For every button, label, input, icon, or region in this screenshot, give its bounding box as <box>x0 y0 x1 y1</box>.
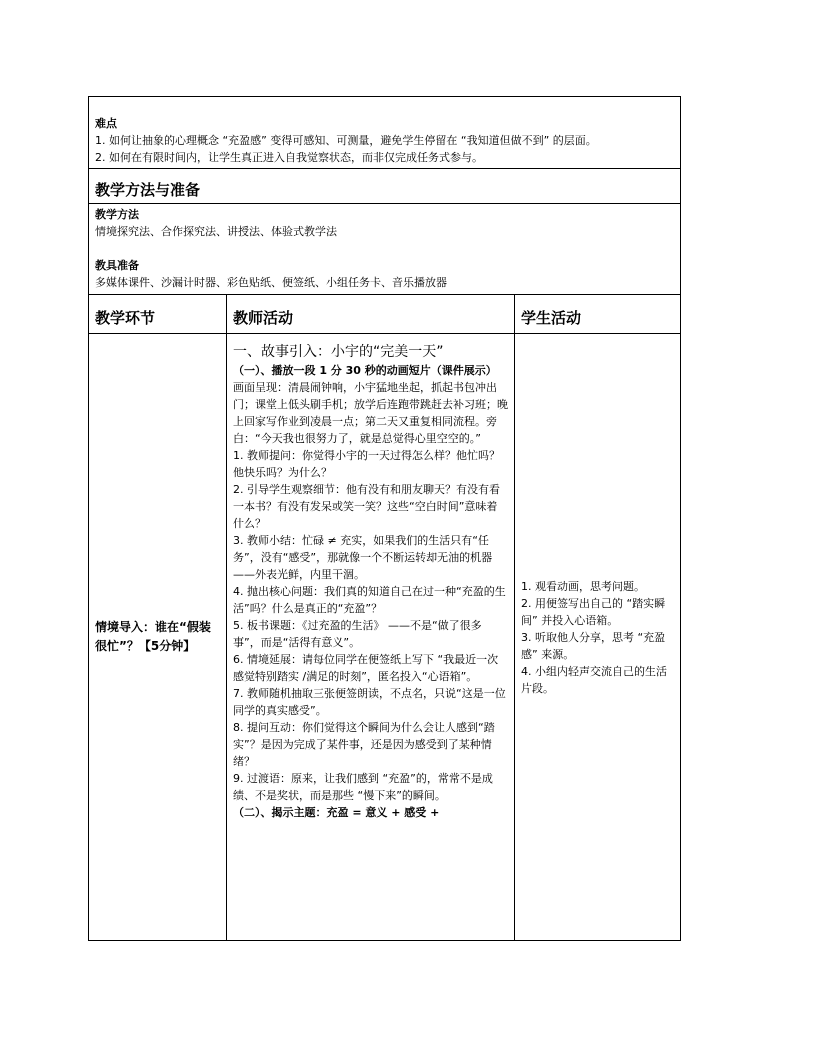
student-activity-cell <box>515 334 681 941</box>
lesson-row <box>89 334 681 941</box>
tools-text: 多媒体课件、沙漏计时器、彩色贴纸、便签纸、小组任务卡、音乐播放器 <box>95 276 447 289</box>
teacher-paragraph: 2. 引导学生观察细节：他有没有和朋友聊天？有没有看一本书？有没有发呆或笑一笑？这些“空白时间”意味着什么？ <box>233 483 500 530</box>
column-header-student <box>515 295 681 334</box>
teacher-paragraph: 8. 提问互动：你们觉得这个瞬间为什么会让人感到“踏实”？是因为完成了某件事，还是因为感受到了某种情绪？ <box>233 721 495 768</box>
difficulty-item-1: 1. 如何让抽象的心理概念 “充盈感” 变得可感知、可测量，避免学生停留在 “我知道但做不到” 的层面。 <box>95 134 597 147</box>
teacher-paragraph: 6. 情境延展：请每位同学在便签纸上写下 “我最近一次感觉特别踏实 /满足的时刻”，匿名投入“心语箱”。 <box>233 653 499 683</box>
column-header-stage-label: 教学环节 <box>95 309 156 327</box>
column-header-student-label: 学生活动 <box>521 309 582 327</box>
difficulty-row <box>89 97 681 169</box>
column-header-teacher <box>227 295 515 334</box>
student-activity-item: 2. 用便签写出自己的 “踏实瞬间” 并投入心语箱。 <box>521 596 666 627</box>
student-activity-item: 1. 观看动画，思考问题。 <box>521 579 645 593</box>
column-header-teacher-label: 教师活动 <box>233 309 294 327</box>
teacher-paragraph: 画面呈现：清晨闹钟响，小宇猛地坐起，抓起书包冲出门；课堂上低头刷手机；放学后连跑带跳赶去补习班；晚上回家写作业到凌晨一点；第二天又重复相同流程。旁白：“今天我也很努力了，就是总觉得心里空空的。” <box>233 381 508 445</box>
student-activity-item: 4. 小组内轻声交流自己的生活片段。 <box>521 664 667 695</box>
difficulty-item-2: 2. 如何在有限时间内，让学生真正进入自我觉察状态，而非仅完成任务式参与。 <box>95 151 483 164</box>
teacher-subheading-2: （二）、揭示主题：充盈 = 意义 + 感受 + <box>233 806 440 819</box>
spacer <box>95 240 674 257</box>
methods-section-heading: 教学方法与准备 <box>95 181 201 199</box>
method-text: 情境探究法、合作探究法、讲授法、体验式教学法 <box>95 225 337 238</box>
methods-heading-row <box>89 169 681 204</box>
tools-label: 教具准备 <box>95 259 139 272</box>
teacher-paragraph: 1. 教师提问：你觉得小宇的一天过得怎么样？他忙吗？他快乐吗？为什么？ <box>233 449 500 479</box>
difficulty-cell <box>89 97 681 169</box>
teacher-paragraph: 9. 过渡语：原来，让我们感到 “充盈”的，常常不是成绩、不是奖状，而是那些 “慢下来”的瞬间。 <box>233 772 493 802</box>
teacher-paragraph: 3. 教师小结：忙碌 ≠ 充实，如果我们的生活只有“任务”，没有“感受”，那就像一个不断运转却无油的机器 ——外表光鲜，内里干涸。 <box>233 534 493 581</box>
teacher-activity-cell <box>227 334 515 941</box>
story-title: 一、故事引入：小宇的“完美一天” <box>233 344 444 360</box>
stage-label: 情境导入：谁在“假装很忙”？【5分钟】 <box>95 620 211 653</box>
teacher-subheading-1: （一）、播放一段 1 分 30 秒的动画短片（课件展示） <box>233 364 497 377</box>
student-activity-item: 3. 听取他人分享，思考 “充盈感” 来源。 <box>521 630 666 661</box>
teacher-paragraph: 5. 板书课题：《过充盈的生活》 ——不是“做了很多事”，而是“活得有意义”。 <box>233 619 482 649</box>
methods-heading-cell <box>89 169 681 204</box>
teacher-paragraph: 7. 教师随机抽取三张便签朗读，不点名，只说“这是一位同学的真实感受”。 <box>233 687 506 717</box>
column-header-stage <box>89 295 227 334</box>
stage-cell <box>89 334 227 941</box>
column-header-row <box>89 295 681 334</box>
methods-body-cell <box>89 204 681 295</box>
lesson-plan-table <box>88 96 681 941</box>
teacher-paragraph: 4. 抛出核心问题：我们真的知道自己在过一种“充盈的生活”吗？什么是真正的“充盈”？ <box>233 585 506 615</box>
method-label: 教学方法 <box>95 208 139 221</box>
methods-body-row <box>89 204 681 295</box>
difficulty-heading: 难点 <box>95 117 117 130</box>
